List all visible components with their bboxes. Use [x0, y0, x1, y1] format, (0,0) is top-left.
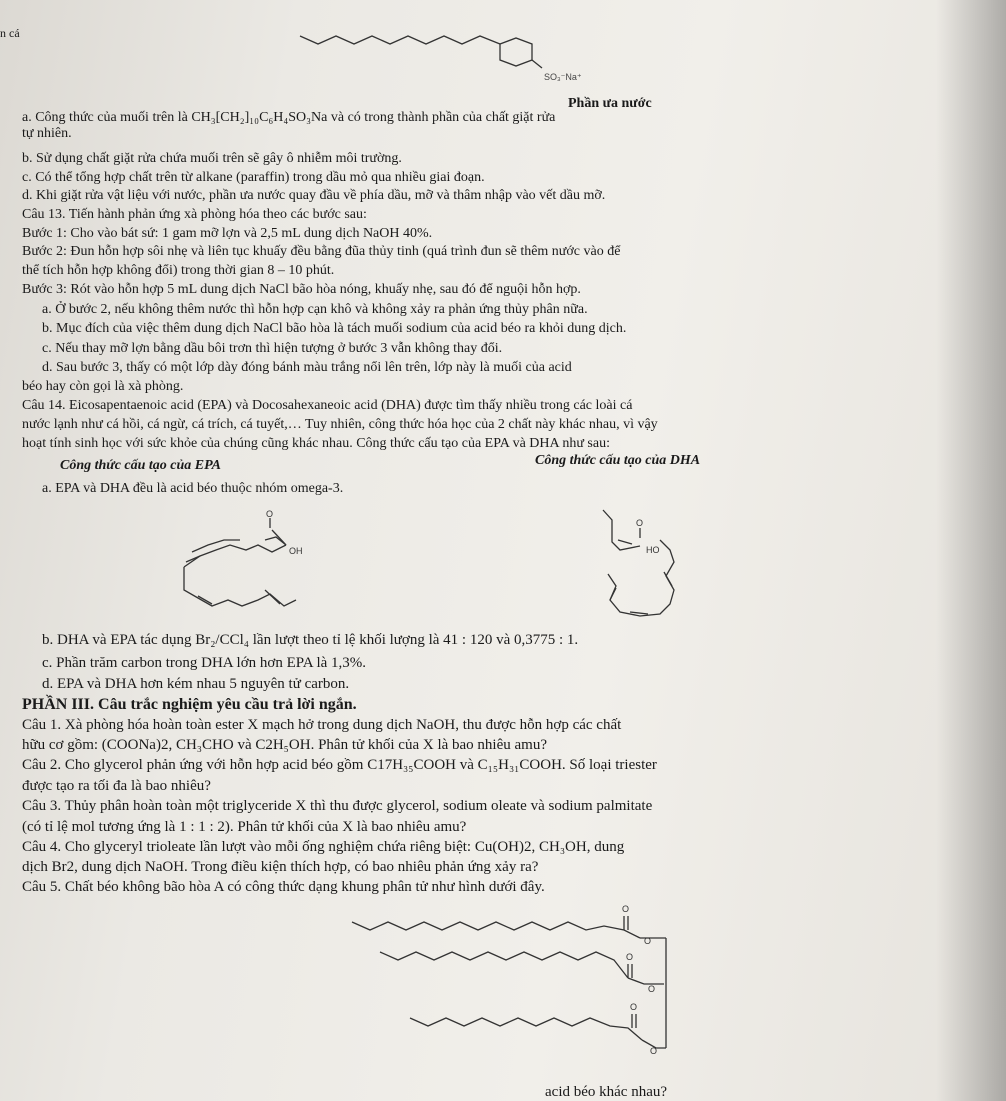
tg-o2: O: [644, 936, 652, 946]
p3-c3-cont: (có tỉ lệ mol tương ứng là 1 : 1 : 2). Phân tử khối của X là bao nhiêu amu?: [22, 819, 467, 835]
q14-a: a. EPA và DHA đều là acid béo thuộc nhóm omega-3.: [42, 481, 344, 496]
q13-step2: Bước 2: Đun hỗn hợp sôi nhẹ và liên tục khuấy đều bằng đũa thủy tinh (quá trình đun sẽ thêm nước vào để: [22, 244, 621, 259]
p3-c4: Câu 4. Cho glyceryl trioleate lần lượt vào mỗi ống nghiệm chứa riêng biệt: Cu(OH)2, CH₃OH, dung: [22, 839, 625, 855]
q14-c: c. Phần trăm carbon trong DHA lớn hơn EPA là 1,3%.: [42, 655, 367, 671]
p3-c2: Câu 2. Cho glycerol phản ứng với hỗn hợp acid béo gồm C17H₃₅COOH và C₁₅H₃₁COOH. Số loại triester: [22, 757, 657, 773]
q13-step3: Bước 3: Rót vào hỗn hợp 5 mL dung dịch NaCl bão hòa nóng, khuấy nhẹ, sau đó để nguội hỗn hợp.: [22, 282, 581, 297]
epa-caption: Công thức cấu tạo của EPA: [60, 458, 221, 473]
q13-a: a. Ở bước 2, nếu không thêm nước thì hỗn hợp cạn khô và không xảy ra phản ứng thủy phân nữa.: [42, 302, 588, 317]
sulfonate-label: SO₃⁻Na⁺: [544, 72, 582, 82]
tg-o5: O: [630, 1002, 638, 1012]
q12-a-cont: tự nhiên.: [22, 126, 72, 141]
p3-c4-cont: dịch Br2, dung dịch NaOH. Trong điều kiện thích hợp, có bao nhiêu phản ứng xảy ra?: [22, 859, 539, 875]
q13-step2-cont: thể tích hỗn hợp không đổi) trong thời gian 8 – 10 phút.: [22, 263, 335, 278]
q12-c: c. Có thể tổng hợp chất trên từ alkane (paraffin) trong dầu mỏ qua nhiều giai đoạn.: [22, 170, 485, 185]
bottom-text: acid béo khác nhau?: [545, 1084, 668, 1100]
p3-c3: Câu 3. Thủy phân hoàn toàn một triglyceride X thì thu được glycerol, sodium oleate và sodium palmitate: [22, 798, 653, 814]
p3-c1: Câu 1. Xà phòng hóa hoàn toàn ester X mạch hở trong dung dịch NaOH, thu được hỗn hợp các chất: [22, 717, 622, 733]
q12-a: a. Công thức của muối trên là CH₃[CH₂]₁₀C₆H₄SO₃Na và có trong thành phần của chất giặt rửa: [22, 110, 556, 125]
p3-c2-cont: được tạo ra tối đa là bao nhiêu?: [22, 778, 211, 794]
epa-o-label: O: [266, 509, 274, 519]
q13-c: c. Nếu thay mỡ lợn bằng dầu bôi trơn thì hiện tượng ở bước 3 vẫn không thay đổi.: [42, 341, 503, 356]
part3-title: PHẦN III. Câu trắc nghiệm yêu cầu trả lời ngắn.: [22, 696, 357, 713]
q13-b: b. Mục đích của việc thêm dung dịch NaCl bão hòa là tách muối sodium của acid béo ra khỏi dung dịch.: [42, 321, 627, 336]
q13-d: d. Sau bước 3, thấy có một lớp dày đóng bánh màu trắng nổi lên trên, lớp này là muối của acid: [42, 360, 572, 375]
q12-b: b. Sử dụng chất giặt rửa chứa muối trên sẽ gây ô nhiễm môi trường.: [22, 151, 402, 166]
epa-oh-label: OH: [289, 546, 303, 556]
q14-line3: hoạt tính sinh học với sức khỏe của chúng cũng khác nhau. Công thức cấu tạo của EPA và DHA như sau:: [22, 436, 610, 451]
q13-title: Câu 13. Tiến hành phản ứng xà phòng hóa theo các bước sau:: [22, 207, 367, 222]
p3-c1-cont: hữu cơ gồm: (COONa)2, CH₃CHO và C2H₅OH. Phân tử khối của X là bao nhiêu amu?: [22, 737, 547, 753]
q13-d-cont: béo hay còn gọi là xà phòng.: [22, 379, 184, 394]
dha-ho-label: HO: [646, 545, 660, 555]
p3-c5: Câu 5. Chất béo không bão hòa A có công thức dạng khung phân tử như hình dưới đây.: [22, 879, 545, 895]
tg-o3: O: [626, 952, 634, 962]
dha-caption: Công thức cấu tạo của DHA: [535, 453, 701, 468]
hydrophilic-label: Phần ưa nước: [568, 96, 652, 111]
q14-d: d. EPA và DHA hơn kém nhau 5 nguyên tử carbon.: [42, 676, 350, 692]
tg-o6: O: [650, 1046, 658, 1056]
q14-line2: nước lạnh như cá hồi, cá ngừ, cá trích, cá tuyết,… Tuy nhiên, công thức hóa học của 2 chất này khác nhau, vì vậy: [22, 417, 658, 432]
q14-title: Câu 14. Eicosapentaenoic acid (EPA) và Docosahexaneoic acid (DHA) được tìm thấy nhiều trong các loài cá: [22, 398, 633, 413]
dha-o-label: O: [636, 518, 644, 528]
q14-b: b. DHA và EPA tác dụng Br₂/CCl₄ lần lượt theo tỉ lệ khối lượng là 41 : 120 và 0,3775 : 1.: [42, 632, 579, 648]
tg-o4: O: [648, 984, 656, 994]
q13-step1: Bước 1: Cho vào bát sứ: 1 gam mỡ lợn và 2,5 mL dung dịch NaOH 40%.: [22, 226, 433, 241]
corner-fragment: n cá: [0, 26, 20, 40]
tg-o1: O: [622, 904, 630, 914]
q12-d: d. Khi giặt rửa vật liệu với nước, phần ưa nước quay đầu về phía dầu, mỡ và thâm nhập vào vết dầu mỡ.: [22, 188, 606, 203]
